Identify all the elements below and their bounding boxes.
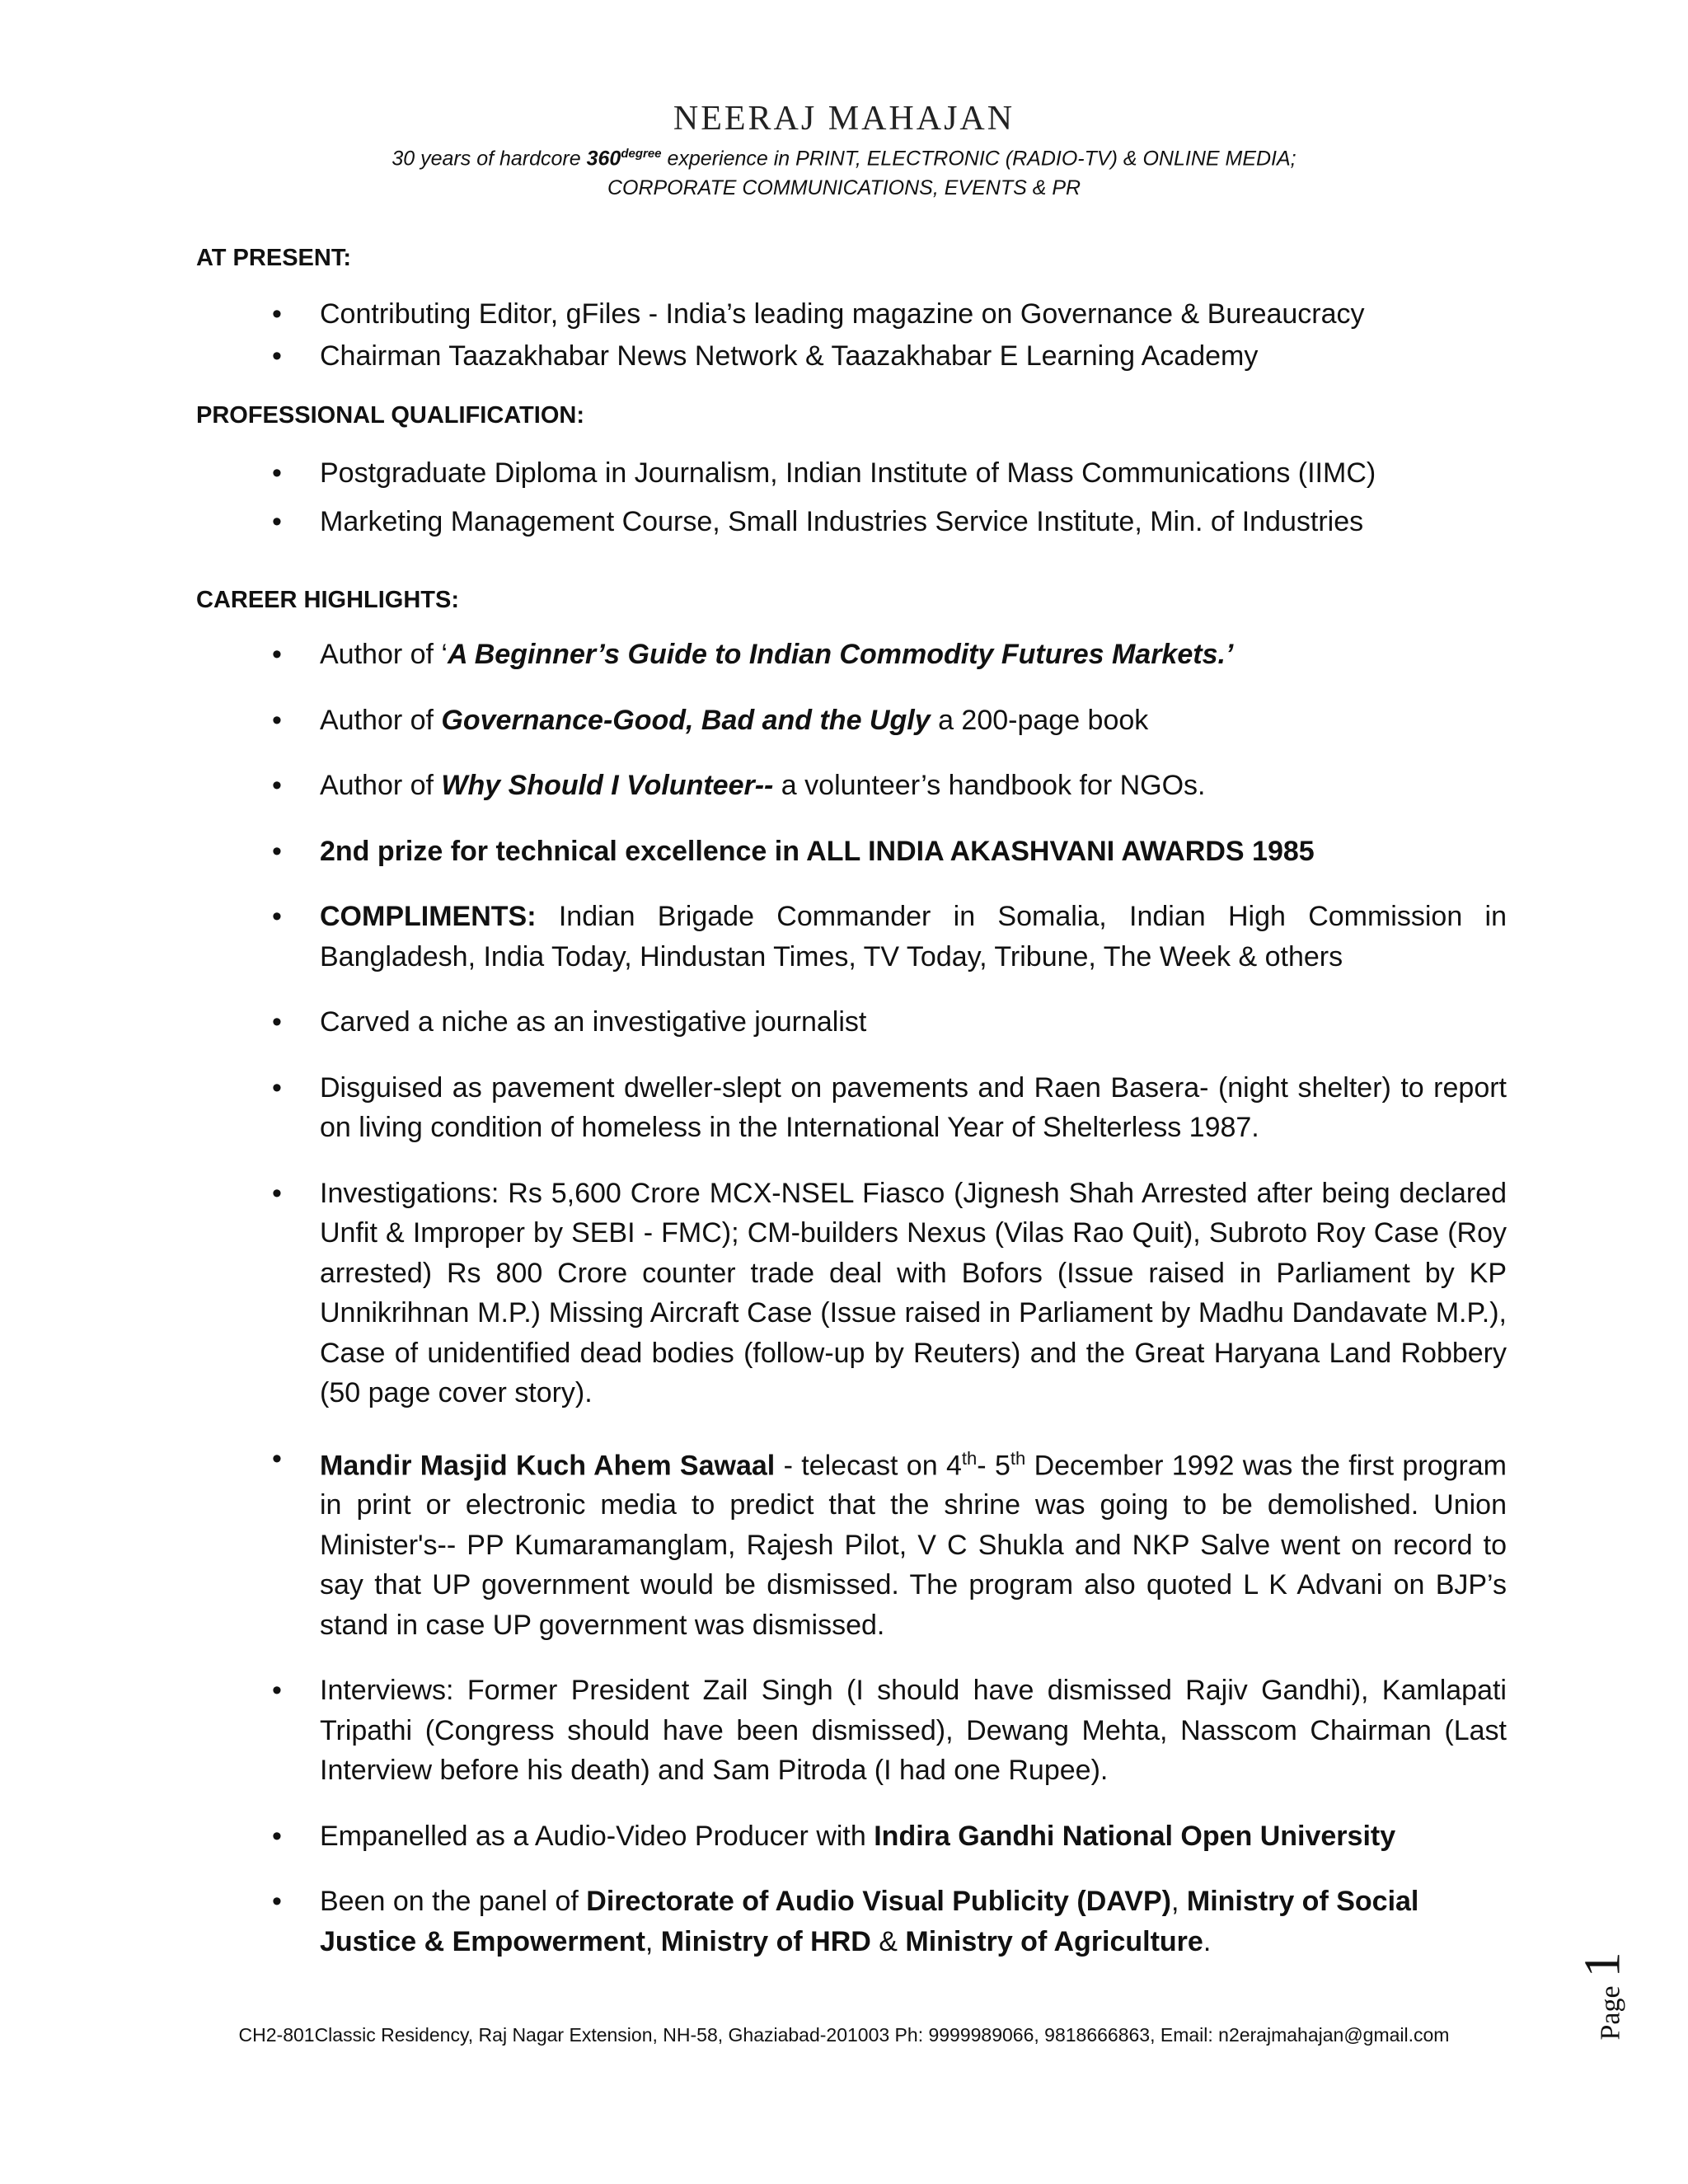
list-item: • Empanelled as a Audio-Video Producer with Indira Gandhi National Open University bbox=[196, 1816, 1507, 1857]
qualification-list bbox=[196, 453, 1507, 541]
resume-name: NEERAJ MAHAJAN bbox=[673, 100, 1015, 138]
compliments-label: COMPLIMENTS: bbox=[320, 901, 537, 932]
bullet-icon: • bbox=[272, 1820, 282, 1852]
bullet-icon: • bbox=[272, 298, 282, 330]
list-item: • Been on the panel of Directorate of Audio Visual Publicity (DAVP), Ministry of Social Justice & Empowerment, Ministry of HRD & Ministry of Agriculture. bbox=[196, 1882, 1507, 1961]
bullet-icon: • bbox=[272, 340, 282, 372]
list-item: • COMPLIMENTS: Indian Brigade Commander in Somalia, Indian High Commission in Bangladesh, India Today, Hindustan Times, TV Today, Tribune, The Week & others bbox=[196, 897, 1507, 977]
bullet-icon: • bbox=[272, 835, 282, 867]
list-item: • Marketing Management Course, Small Industries Service Institute, Min. of Industries bbox=[196, 502, 1507, 542]
list-item: • Author of ‘A Beginner’s Guide to Indian Commodity Futures Markets.’ bbox=[196, 635, 1507, 675]
bullet-icon: • bbox=[272, 1071, 282, 1104]
career-list bbox=[196, 635, 1507, 1987]
tagline-pre: 30 years of hardcore bbox=[392, 147, 587, 171]
bullet-icon: • bbox=[272, 1177, 282, 1209]
bullet-icon: • bbox=[272, 1442, 282, 1474]
book-title: A Beginner’s Guide to Indian Commodity Futures Markets.’ bbox=[447, 639, 1234, 670]
footer-address: CH2-801Classic Residency, Raj Nagar Extension, NH-58, Ghaziabad-201003 Ph: 9999989066, 9818666863, Email: n2erajmahajan@gmail.com bbox=[238, 2024, 1450, 2046]
book-title: Why Should I Volunteer-- bbox=[441, 770, 774, 801]
heading-at-present: AT PRESENT: bbox=[196, 245, 351, 271]
list-item: • Carved a niche as an investigative journalist bbox=[196, 1002, 1507, 1043]
tagline-superscript: degree bbox=[621, 147, 662, 161]
heading-qualification: PROFESSIONAL QUALIFICATION: bbox=[196, 402, 584, 429]
bullet-icon: • bbox=[272, 639, 282, 670]
bullet-icon: • bbox=[272, 1006, 282, 1038]
program-title: Mandir Masjid Kuch Ahem Sawaal bbox=[320, 1449, 776, 1481]
bullet-icon: • bbox=[272, 901, 282, 932]
tagline-line-2: CORPORATE COMMUNICATIONS, EVENTS & PR bbox=[607, 176, 1081, 199]
list-item: • 2nd prize for technical excellence in ALL INDIA AKASHVANI AWARDS 1985 bbox=[196, 832, 1507, 872]
list-item: • Author of Governance-Good, Bad and the Ugly a 200-page book bbox=[196, 701, 1507, 741]
bullet-icon: • bbox=[272, 1886, 282, 1918]
list-item: • Investigations: Rs 5,600 Crore MCX-NSEL Fiasco (Jignesh Shah Arrested after being declared Unfit & Improper by SEBI - FMC); CM-builders Nexus (Vilas Rao Quit), Subroto Roy Case (Roy arrested) Rs 800 Crore counter trade deal with Bofors (Issue raised in Parliament by KP Unnikrihnan M.P.) Missing Aircraft Case (Issue raised in Parliament by Madhu Dandavate M.P.), Case of unidentified dead bodies (follow-up by Reuters) and the Great Haryana Land Robbery (50 page cover story). bbox=[196, 1174, 1507, 1413]
list-item: • Postgraduate Diploma in Journalism, Indian Institute of Mass Communications (IIMC) bbox=[196, 453, 1507, 494]
list-item: • Disguised as pavement dweller-slept on pavements and Raen Basera- (night shelter) to report on living condition of homeless in the International Year of Shelterless 1987. bbox=[196, 1068, 1507, 1148]
at-present-list bbox=[196, 294, 1507, 377]
bullet-icon: • bbox=[272, 457, 282, 489]
list-item: • Author of Why Should I Volunteer-- a volunteer’s handbook for NGOs. bbox=[196, 766, 1507, 806]
page-label: Page bbox=[1595, 1985, 1626, 2041]
list-item: • Chairman Taazakhabar News Network & Taazakhabar E Learning Academy bbox=[196, 336, 1507, 377]
page-number-value: 1 bbox=[1574, 1952, 1631, 1978]
list-item: • Mandir Masjid Kuch Ahem Sawaal - telecast on 4th- 5th December 1992 was the first program in print or electronic media to predict that the shrine was going to be demolished. Union Minister's-- PP Kumaramanglam, Rajesh Pilot, V C Shukla and NKP Salve went on record to say that UP government would be dismissed. The program also quoted L K Advani on BJP’s stand in case UP government was dismissed. bbox=[196, 1439, 1507, 1646]
tagline-line-1 bbox=[0, 147, 1688, 171]
bullet-icon: • bbox=[272, 505, 282, 537]
bullet-icon: • bbox=[272, 770, 282, 801]
tagline-number: 360 bbox=[586, 147, 621, 171]
heading-career: CAREER HIGHLIGHTS: bbox=[196, 587, 459, 613]
tagline-post: experience in PRINT, ELECTRONIC (RADIO-TV) & ONLINE MEDIA; bbox=[661, 147, 1296, 171]
list-item: • Contributing Editor, gFiles - India’s leading magazine on Governance & Bureaucracy bbox=[196, 294, 1507, 335]
list-item: • Interviews: Former President Zail Singh (I should have dismissed Rajiv Gandhi), Kamlapati Tripathi (Congress should have been dismissed), Dewang Mehta, Nasscom Chairman (Last Interview before his death) and Sam Pitroda (I had one Rupee). bbox=[196, 1671, 1507, 1791]
bullet-icon: • bbox=[272, 1675, 282, 1707]
bullet-icon: • bbox=[272, 704, 282, 736]
page-number bbox=[1574, 1929, 1631, 2041]
book-title: Governance-Good, Bad and the Ugly bbox=[441, 704, 931, 736]
